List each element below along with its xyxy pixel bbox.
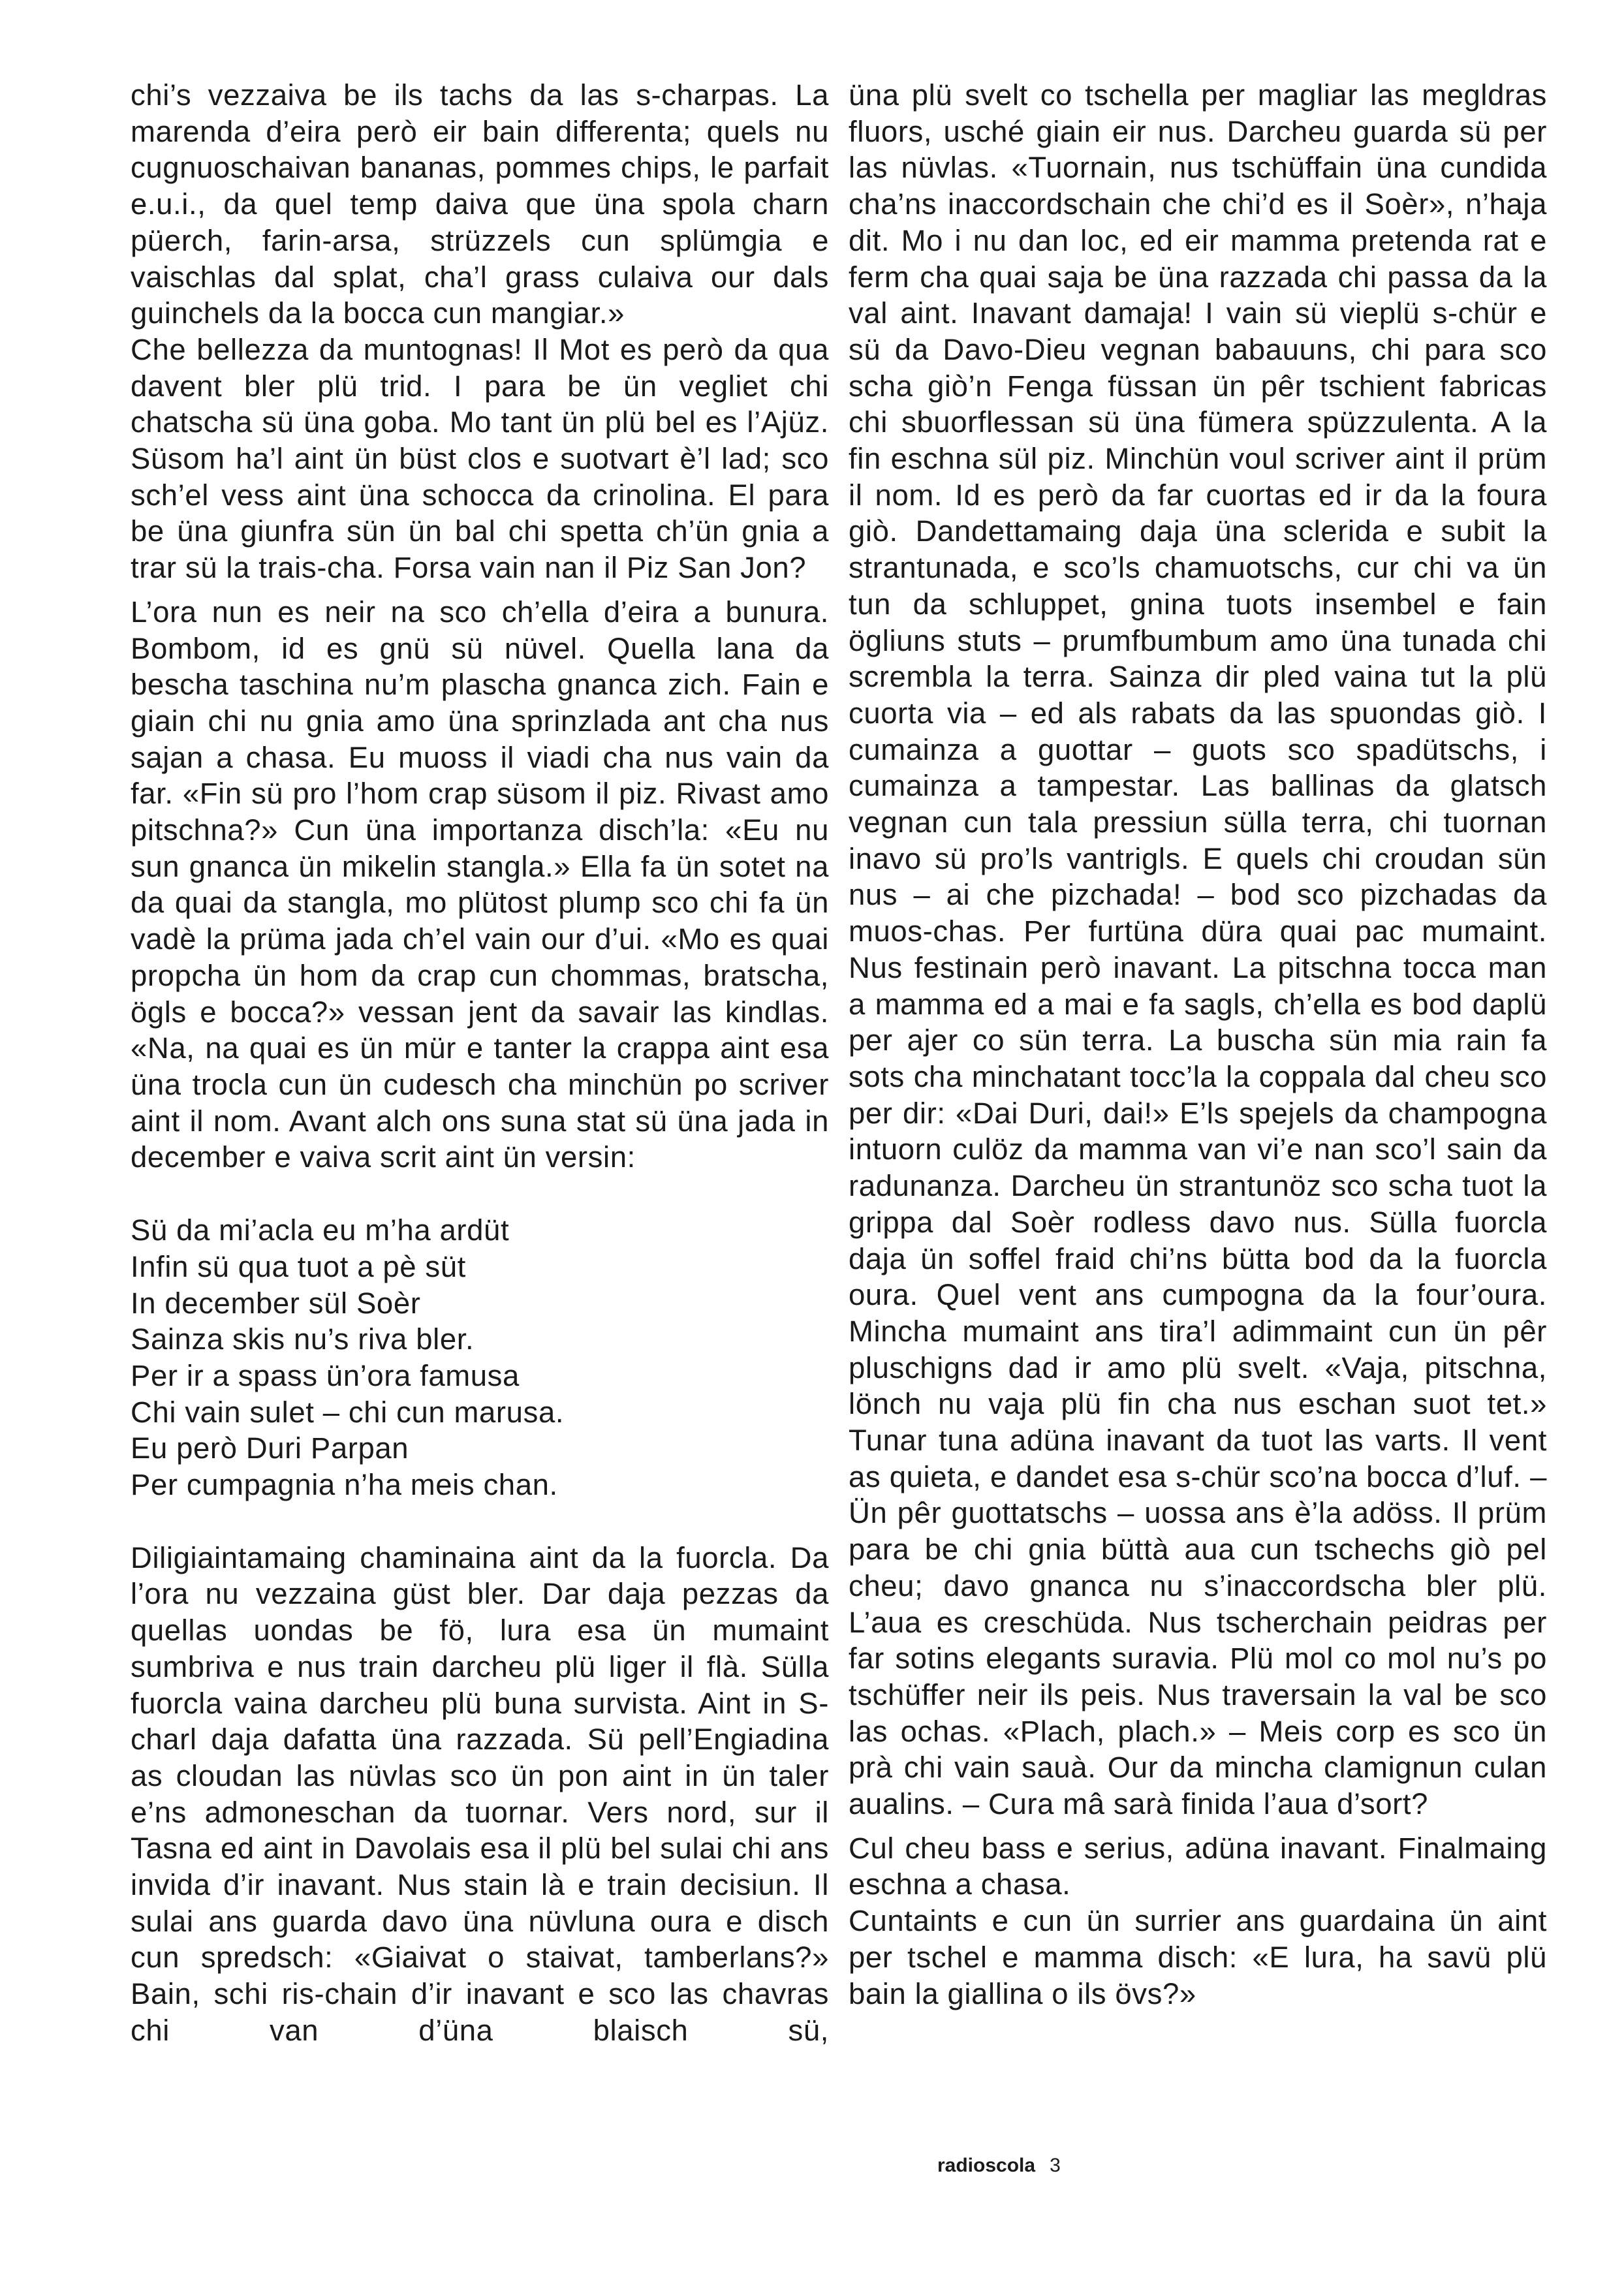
paragraph: Cuntaints e cun ün surrier ans guardaina ün aint per tschel e mamma disch: «E lura, ha savü plü bain la giallina o ils övs?» [849,1904,1547,2010]
poem-line: Eu però Duri Parpan [131,1431,409,1465]
paragraph: chi’s vezzaiva be ils tachs da las s-charpas. La marenda d’eira però eir bain differenta; quels nu cugnuoschaivan bananas, pommes chips, le parfait e.u.i., da quel temp daiva que üna spola charn püerch, farin-arsa, strüzzels cun splümgia e vaischlas dal splat, cha’l grass culaiva our dals guinchels da la bocca cun mangiar.» [131,78,829,330]
paragraph: üna plü svelt co tschella per magliar las megldras fluors, usché giain eir nus. Darcheu guarda sü per las nüvlas. «Tuornain, nus tschüffain üna cundida cha’ns inaccordschain che chi’d es il Soèr», n’haja dit. Mo i nu dan loc, ed eir mamma pretenda rat e ferm cha quai saja be üna razzada chi passa da la val aint. Inavant damaja! I vain sü vieplü s-chür e sü da Davo-Dieu vegnan babauuns, chi para sco scha giò’n Fenga füssan ün pêr tschient fabricas chi sbuorflessan sü üna fümera spüzzulenta. A la fin eschna sül piz. Minchün voul scriver aint il prüm il nom. Id es però da far cuortas ed ir da la foura giò. Dandettamaing daja üna sclerida e subit la strantunada, e sco’ls chamuotschs, cur chi va ün tun da schluppet, gnina tuots insembel e fain ögliuns stuts – prumfbumbum amo üna tunada chi scrembla la terra. Sainza dir pled vaina tut la plü cuorta via – ed als rabats da las spuondas giò. I cumainza a guottar – guots sco spadütschs, i cumainza a tampestar. Las ballinas da glatsch vegnan cun tala pressiun sülla terra, chi tuornan inavo sü pro’ls vantrigls. E quels chi croudan sün nus – ai che pizchada! – bod sco pizchadas da muos-chas. Per furtüna düra quai pac mumaint. Nus festinain però inavant. La pitschna tocca man a mamma ed a mai e fa sagls, ch’ella es bod daplü per ajer co sün terra. La buscha sün mia rain fa sots cha minchatant tocc’la la coppala dal cheu sco per dir: «Dai Duri, dai!» E’ls spejels da champogna intuorn culöz da mamma van vi’e nan sco’l sain da radunanza. Darcheu ün strantunöz sco scha tuot la grippa dal Soèr rodless davo nus. Sülla fuorcla daja ün soffel fraid chi’ns bütta bod da la fuorcla oura. Quel vent ans cumpogna da la four’oura. Mincha mumaint ans tira’l adimmaint cun ün pêr pluschigns dad ir amo plü svelt. «Vaja, pitschna, lönch nu vaja plü fin cha nus eschan suot tet.» Tunar tuna adüna inavant da tuot las varts. Il vent as quieta, e dandet esa s-chür sco’na bocca d’luf. – Ün pêr guottatschs – uossa ans è’la adöss. Il prüm para be chi gnia büttà aua cun tschechs giò pel cheu; davo gnanca nu s’inaccordscha bler plü. L’aua es creschüda. Nus tscherchain peidras per far sotins elegants suravia. Plü mol co mol nu’s po tschüffer neir ils peis. Nus traversain la val be sco las ochas. «Plach, plach.» – Meis corp es sco ün prà chi vain sauà. Our da mincha clamignun culan aualins. – Cura mâ sarà finida l’aua d’sort? [849,78,1547,1821]
page-number: 3 [1050,2155,1061,2176]
paragraph: Cul cheu bass e serius, adüna inavant. Finalmaing eschna a chasa. [849,1831,1547,1901]
poem [131,1212,829,1503]
paragraph: Che bellezza da muntognas! Il Mot es però da qua davent bler plü trid. I para be ün vegliet chi chatscha sü üna goba. Mo tant ün plü bel es l’Ajüz. Süsom ha’l aint ün büst clos e suotvart è’l lad; sco sch’el vess aint üna schocca da crinolina. El para be üna giunfra sün ün bal chi spetta ch’ün gnia a trar sü la trais-cha. Forsa vain nan il Piz San Jon? [131,332,829,585]
poem-line: Sainza skis nu’s riva bler. [131,1322,475,1356]
poem-line: Infin sü qua tuot a pè süt [131,1249,466,1283]
poem-line: Sü da mi’acla eu m’ha ardüt [131,1213,510,1247]
paragraph: L’ora nun es neir na sco ch’ella d’eira a bunura. Bombom, id es gnü sü nüvel. Quella lana da bescha taschina nu’m plascha gnanca zich. Fain e giain chi nu gnia amo üna sprinzlada ant cha nus sajan a chasa. Eu muoss il viadi cha nus vain da far. «Fin sü pro l’hom crap süsom il piz. Rivast amo pitschna?» Cun üna importanza disch’la: «Eu nu sun gnanca ün mikelin stangla.» Ella fa ün sotet na da quai da stangla, mo plütost plump sco chi fa ün vadè la prüma jada ch’el vain our d’ui. «Mo es quai propcha ün hom da crap cun chommas, bratscha, ögls e bocca?» vessan jent da savair las kindlas. «Na, na quai es ün mür e tanter la crappa aint esa üna trocla cun ün cudesch cha minchün po scriver aint il nom. Avant alch ons suna stat sü üna jada in december e vaiva scrit aint ün versin: [131,595,829,1174]
page-footer [937,2154,1061,2178]
paragraph: Diligiaintamaing chaminaina aint da la fuorcla. Da l’ora nu vezzaina güst bler. Dar daja pezzas da quellas uondas be fö, lura esa ün mumaint sumbriva e nus train darcheu plü liger il flà. Sülla fuorcla vaina darcheu plü buna survista. Aint in S-charl daja dafatta üna razzada. Sü pell’Engiadina as cloudan las nüvlas sco ün pon aint in ün taler e’ns admoneschan da tuornar. Vers nord, sur il Tasna ed aint in Davolais esa il plü bel sulai chi ans invida d’ir inavant. Nus stain là e train decisiun. Il sulai ans guarda davo üna nüvluna oura e disch cun spredsch: «Giaivat o staivat, tamberlans?» Bain, schi ris-chain d’ir inavant e sco las chavras chi van d’üna blaisch sü, [131,1540,829,2047]
poem-line: Per ir a spass ün’ora famusa [131,1358,520,1392]
publication-name: radioscola [937,2155,1036,2176]
poem-line: Per cumpagnia n’ha meis chan. [131,1468,558,1502]
right-column [849,77,1547,2012]
poem-line: In december sül Soèr [131,1286,421,1320]
left-column [131,77,829,2049]
poem-line: Chi vain sulet – chi cun marusa. [131,1395,565,1429]
